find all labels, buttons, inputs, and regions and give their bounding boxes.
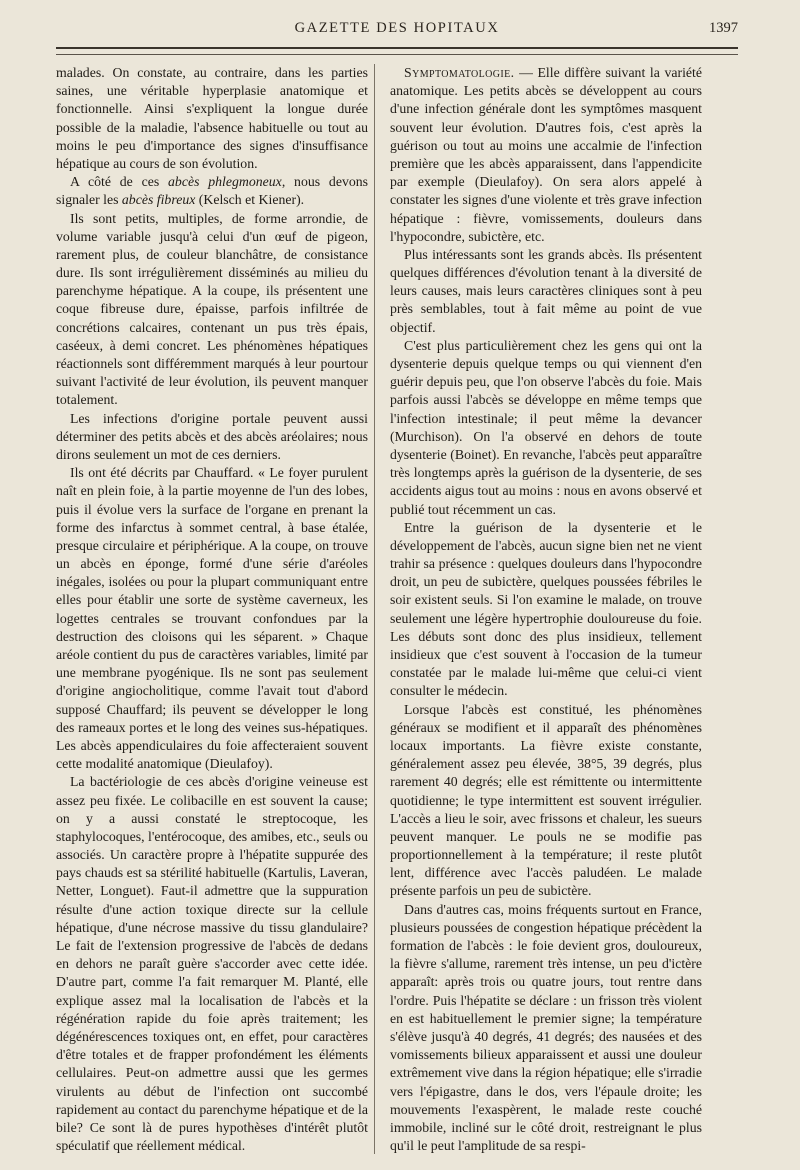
paragraph: Lorsque l'abcès est constitué, les phénomènes généraux se modifient et il apparaît des phénomènes locaux importants. La fièvre existe constante, généralement assez peu élevée, 38°5, 39 degrés, plus rarement 40 degrés; elle est rémittente ou intermittente quotidienne; le type intermittent est souvent irrégulier. L'accès a lieu le soir, avec frissons et chaleur, les sueurs peuvent manquer. Le pouls ne se modifie pas proportionnellement à la température; il reste plutôt lent, différence avec l'accès paludéen. Le malade présente parfois un peu de subictère. (390, 701, 702, 899)
paragraph: Ils sont petits, multiples, de forme arrondie, de volume variable jusqu'à celui d'un œuf de pigeon, rarement plus, de couleur blanchâtre, de consistance dure. Ils sont irrégulièrement disséminés au milieu du parenchyme hépatique. A la coupe, ils présentent une coque fibreuse dure, épaisse, parfois infiltrée de concrétions calcaires, contenant un pus très épais, caséeux, à demi concret. Les phénomènes hépatiques réactionnels sont différemment marqués à leur pourtour suivant l'activité de leur évolution, ils peuvent manquer totalement. (56, 210, 368, 408)
paragraph: Entre la guérison de la dysenterie et le développement de l'abcès, aucun signe bien net ne vient trahir sa présence : quelques douleurs dans l'hypocondre droit, un peu de subictère, quelques poussées fébriles le soir existent seuls. Si l'on examine le malade, on trouve seulement une légère hypertrophie douloureuse du foie. Les débuts sont donc des plus insidieux, tellement insidieux que c'est souvent à l'occasion de la tumeur constatée par le malade lui-même que celui-ci vient consulter le médecin. (390, 519, 702, 699)
paragraph: Dans d'autres cas, moins fréquents surtout en France, plusieurs poussées de congestion hépatique précèdent la formation de l'abcès : le foie devient gros, douloureux, la fièvre s'allume, rarement très intense, un peu d'ictère apparaît: après trois ou quatre jours, tout rentre dans l'ordre. Puis l'hépatite se déclare : un frisson très violent en est habituellement le premier signe; la température s'élève jusqu'à 40 degrés, 41 degrés; des nausées et des vomissements bilieux apparaissent et aussi une douleur extrêmement vive dans la région hépatique; elle s'irradie vers l'épigastre, dans le dos, vers l'épaule droite; les mouvements l'exaspèrent, le malade reste couché immobile, incliné sur le côté droit, restreignant le plus qu'il le peut l'amplitude de sa respi- (390, 901, 702, 1154)
text-run: , nous devons signaler les (56, 174, 369, 208)
italic-term: abcès fibreux (121, 192, 196, 208)
header-rule-thin (56, 54, 738, 55)
right-column (390, 64, 702, 1155)
left-column (56, 64, 368, 1155)
section-label: Symptomatologie. (404, 65, 515, 80)
page-header (56, 20, 738, 42)
paragraph: Les infections d'origine portale peuvent aussi déterminer des petits abcès et des abcès aréolaires; nous dirons seulement un mot de ces derniers. (56, 410, 368, 462)
paragraph: malades. On constate, au contraire, dans les parties saines, une véritable hyperplasie anatomique et fonctionnelle. Ainsi s'expliquent la longue durée possible de la maladie, l'absence habituelle ou tout au moins le peu d'importance des signes d'insuffisance hépatique au cours de son évolution. (56, 65, 368, 171)
paragraph (56, 173, 368, 209)
paragraph: Ils ont été décrits par Chauffard. « Le foyer purulent naît en plein foie, à la partie moyenne de l'un des lobes, puis il évolue vers la surface de l'organe en prenant la forme des infarctus à sommet central, à base étalée, presque circulaire et périphérique. A la coupe, on trouve un abcès en éponge, formé d'une série d'aréoles inégales, isolées ou pour la plupart communiquant entre elles pour établir une sorte de système caverneux, les logettes centrales se trouvant confondues par la destruction des cloisons qui les séparent. » Chaque aréole contient du pus de caractères variables, limité par une membrane pyogénique. Ils ne sont pas seulement d'origine angiocholitique, comme l'avait tout d'abord supposé Chauffard; ils peuvent se développer le long des rameaux portes et le long des veines sus-hépatiques. Les abcès appendiculaires du foie affecteraient souvent cette modalité anatomique (Dieulafoy). (56, 465, 368, 772)
paragraph (390, 64, 702, 246)
column-divider (374, 64, 375, 1154)
text-run: A côté de ces (70, 174, 169, 190)
text-run: — Elle diffère suivant la variété anatomique. Les petits abcès se développent au cours d'une infection générale dont les symptômes masquent souvent leur évolution. D'autres fois, c'est après la guérison ou tout au moins une accalmie de l'infection première que les abcès apparaissent, dans l'appendicite par exemple (Dieulafoy). On sera alors appelé à constater les signes d'une violente et très grave infection hépatique : fièvre, vomissements, douleurs dans l'hypocondre, subictère, etc. (390, 65, 702, 244)
page-number: 1397 (709, 20, 738, 36)
paragraph: C'est plus particulièrement chez les gens qui ont la dysenterie depuis quelque temps ou qui viennent d'en guérir depuis peu, que l'on observe l'abcès du foie. Mais parfois aussi l'abcès se développe en même temps que l'infection intestinale; il peut même la devancer (Murchison). On l'a observé en dehors de toute dysenterie (Boinet). En revanche, l'abcès peut apparaître très longtemps après la guérison de la dysenterie, de ses accidents aigus tout au moins : nous en avons observé et publié tout récemment un cas. (390, 337, 702, 517)
paragraph: Plus intéressants sont les grands abcès. Ils présentent quelques différences d'évolution tenant à la diversité de leurs causes, mais leurs caractères cliniques sont à peu près semblables, tout à fait même au point de vue objectif. (390, 246, 702, 335)
paragraph: La bactériologie de ces abcès d'origine veineuse est assez peu fixée. Le colibacille en est souvent la cause; on y a aussi constaté le streptocoque, les staphylocoques, l'entérocoque, des amibes, etc., seuls ou associés. Un caractère propre à l'hépatite suppurée des pays chauds est sa stérilité habituelle (Kartulis, Laveran, Netter, Longuet). Faut-il admettre que la suppuration résulte d'une action toxique directe sur la cellule hépatique, d'une nécrose massive du tissu glandulaire? Le fait de l'extension progressive de l'abcès de dedans en dehors ne paraît guère s'accorder avec cette idée. D'autre part, comme l'a fait remarquer M. Planté, elle explique assez mal la localisation de l'abcès et la régénération rapide du foie après traitement; les dégénérescences toxiques ont, en effet, pour caractères d'être totales et de frapper profondément les éléments cellulaires. Peut-on admettre aussi que les germes virulents au début de l'infection ont succombé rapidement au contact du parenchyme hépatique et de la bile? Ce sont là de pures hypothèses d'intérêt plutôt spéculatif que réellement médical. (56, 774, 368, 1154)
italic-term: abcès phlegmoneux (168, 174, 282, 190)
header-rule-thick (56, 47, 738, 49)
running-title: GAZETTE DES HOPITAUX (294, 20, 500, 36)
text-run: (Kelsch et Kiener). (195, 192, 305, 208)
